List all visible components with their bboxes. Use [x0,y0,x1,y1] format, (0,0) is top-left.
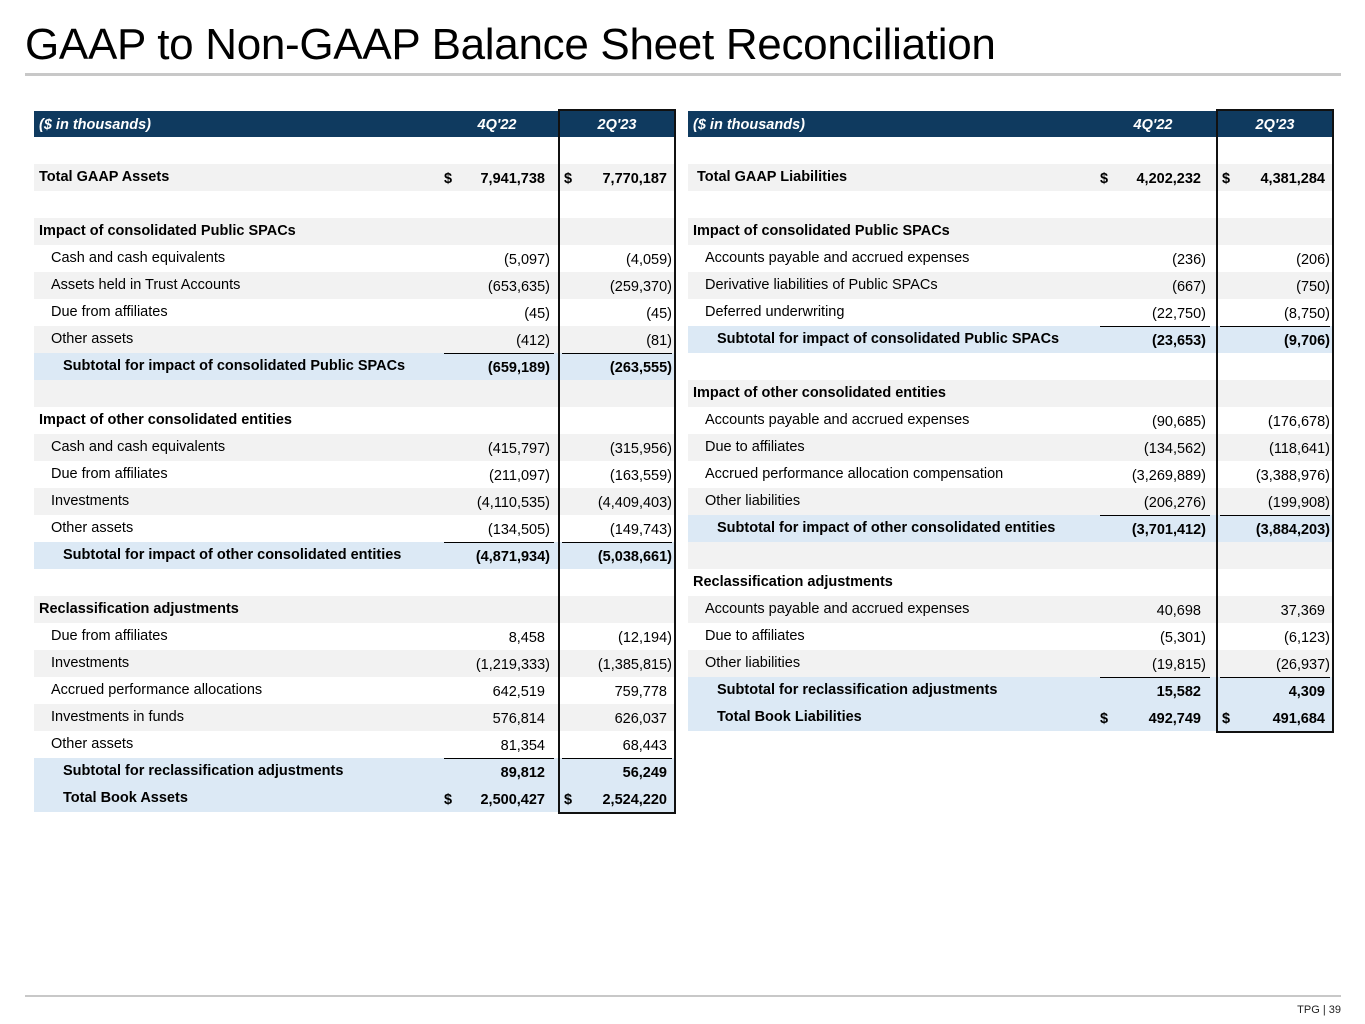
value-2q23: (163,559) [609,468,672,484]
value-2q23: (199,908) [1267,495,1330,511]
assets-subtotal-row [34,353,674,380]
value-2q23: 2,524,220 [602,792,667,808]
currency-symbol: $ [444,171,453,187]
title-divider [25,73,1341,76]
liabilities-spacer-row [688,542,1332,569]
value-4q22: (19,815) [1151,657,1206,673]
value-2q23: (45) [646,306,672,322]
assets-item-row [34,704,674,731]
column-header-4q22: 4Q'22 [1133,117,1173,133]
sum-underline [562,542,672,543]
value-2q23: (149,743) [609,522,672,538]
assets-item-row [34,326,674,353]
section-heading-label: Impact of other consolidated entities [693,385,946,401]
liabilities-item-row [688,650,1332,677]
row-label: Accounts payable and accrued expenses [705,250,970,266]
row-label: Other liabilities [705,655,801,671]
value-4q22: 15,582 [1156,684,1201,700]
value-2q23: (9,706) [1284,333,1330,349]
value-4q22: 576,814 [492,711,545,727]
row-label: Subtotal for impact of consolidated Public SPACs [63,358,406,374]
value-4q22: (206,276) [1143,495,1206,511]
liabilities-section-heading [688,380,1332,407]
row-label: Due from affiliates [51,628,168,644]
value-2q23: 759,778 [614,684,667,700]
value-4q22: (4,110,535) [476,495,550,511]
sum-underline [444,542,554,543]
value-2q23: (176,678) [1267,414,1330,430]
value-2q23: (81) [646,333,672,349]
sum-underline [444,758,554,759]
assets-item-row [34,461,674,488]
row-label: Subtotal for reclassification adjustments [63,763,344,779]
value-4q22: (415,797) [487,441,550,457]
column-header-4q22: 4Q'22 [477,117,517,133]
value-4q22: (45) [524,306,550,322]
row-label: Cash and cash equivalents [51,439,226,455]
liabilities-item-row [688,488,1332,515]
row-label: Deferred underwriting [705,304,845,320]
units-label: ($ in thousands) [39,117,151,133]
value-4q22: (22,750) [1151,306,1206,322]
liabilities-subtotal-row [688,704,1332,731]
assets-section-heading [34,596,674,623]
liabilities-section-heading [688,569,1332,596]
row-label: Due from affiliates [51,304,168,320]
value-4q22: (5,301) [1160,630,1206,646]
liabilities-reconciliation-table [688,111,1332,731]
assets-item-row [34,434,674,461]
sum-underline [444,353,554,354]
row-label: Accrued performance allocations [51,682,263,698]
currency-symbol: $ [564,792,573,808]
row-label: Accrued performance allocation compensation [705,466,1004,482]
sum-underline [1220,515,1330,516]
liabilities-spacer-row [688,353,1332,380]
value-2q23: (3,884,203) [1255,522,1330,538]
sum-underline [1100,515,1210,516]
liabilities-item-row [688,245,1332,272]
row-label: Other assets [51,736,134,752]
value-2q23: 56,249 [622,765,667,781]
value-4q22: 4,202,232 [1136,171,1201,187]
value-4q22: (3,701,412) [1131,522,1206,538]
value-2q23: (6,123) [1284,630,1330,646]
assets-item-row [34,488,674,515]
units-label: ($ in thousands) [693,117,805,133]
row-label: Subtotal for reclassification adjustments [717,682,998,698]
value-2q23: 4,381,284 [1260,171,1325,187]
row-label: Other assets [51,331,134,347]
value-4q22: (134,505) [487,522,550,538]
assets-subtotal-row [34,542,674,569]
assets-spacer-row [34,380,674,407]
liabilities-item-row [688,272,1332,299]
value-2q23: (259,370) [609,279,672,295]
assets-section-heading [34,407,674,434]
value-2q23: (3,388,976) [1255,468,1330,484]
value-4q22: (23,653) [1151,333,1206,349]
section-heading-label: Reclassification adjustments [39,601,239,617]
value-4q22: 2,500,427 [480,792,545,808]
assets-item-row [34,515,674,542]
value-4q22: (653,635) [487,279,550,295]
value-2q23: (206) [1296,252,1330,268]
assets-reconciliation-table [34,111,674,812]
assets-total-row [34,164,674,191]
assets-spacer-row [34,569,674,596]
value-2q23: (118,641) [1269,441,1330,457]
value-2q23: (263,555) [609,360,672,376]
assets-spacer-row [34,191,674,218]
currency-symbol: $ [1222,711,1231,727]
value-2q23: 68,443 [622,738,667,754]
value-4q22: 40,698 [1156,603,1201,619]
value-4q22: 81,354 [500,738,545,754]
value-2q23: (315,956) [609,441,672,457]
liabilities-section-heading [688,218,1332,245]
currency-symbol: $ [564,171,573,187]
assets-subtotal-row [34,785,674,812]
row-label: Subtotal for impact of consolidated Public SPACs [717,331,1060,347]
value-2q23: (5,038,661) [597,549,672,565]
liabilities-header-row [688,111,1332,137]
row-label: Total GAAP Liabilities [697,169,848,185]
value-4q22: (1,219,333) [475,657,550,673]
value-4q22: (3,269,889) [1131,468,1206,484]
sum-underline [1100,677,1210,678]
column-header-2q23: 2Q'23 [597,117,637,133]
value-2q23: (26,937) [1275,657,1330,673]
row-label: Accounts payable and accrued expenses [705,601,970,617]
liabilities-item-row [688,299,1332,326]
value-4q22: 642,519 [492,684,545,700]
value-4q22: 492,749 [1148,711,1201,727]
row-label: Investments in funds [51,709,184,725]
liabilities-spacer-row [688,191,1332,218]
sum-underline [1220,326,1330,327]
value-4q22: (236) [1172,252,1206,268]
row-label: Investments [51,655,130,671]
liabilities-subtotal-row [688,515,1332,542]
value-2q23: (4,059) [626,252,672,268]
currency-symbol: $ [444,792,453,808]
value-2q23: 37,369 [1280,603,1325,619]
currency-symbol: $ [1100,171,1109,187]
value-4q22: (211,097) [489,468,550,484]
value-2q23: (8,750) [1284,306,1330,322]
page-title: GAAP to Non-GAAP Balance Sheet Reconciliation [25,20,996,69]
assets-item-row [34,272,674,299]
value-2q23: 626,037 [614,711,667,727]
value-4q22: 7,941,738 [480,171,545,187]
assets-item-row [34,245,674,272]
liabilities-subtotal-row [688,326,1332,353]
value-2q23: (12,194) [617,630,672,646]
row-label: Assets held in Trust Accounts [51,277,241,293]
footer-divider [25,995,1341,997]
value-4q22: 89,812 [500,765,545,781]
row-label: Investments [51,493,130,509]
assets-item-row [34,731,674,758]
sum-underline [1220,677,1330,678]
value-4q22: (134,562) [1143,441,1206,457]
value-4q22: (5,097) [504,252,550,268]
row-label: Cash and cash equivalents [51,250,226,266]
currency-symbol: $ [1222,171,1231,187]
row-label: Other liabilities [705,493,801,509]
sum-underline [562,353,672,354]
liabilities-item-row [688,596,1332,623]
assets-section-heading [34,218,674,245]
assets-item-row [34,650,674,677]
row-label: Total GAAP Assets [39,169,170,185]
value-4q22: (4,871,934) [475,549,550,565]
row-label: Total Book Liabilities [717,709,862,725]
value-2q23: (4,409,403) [597,495,672,511]
row-label: Subtotal for impact of other consolidated entities [717,520,1056,536]
footer-page-number: TPG | 39 [1297,1004,1341,1016]
liabilities-item-row [688,407,1332,434]
value-4q22: (90,685) [1151,414,1206,430]
row-label: Subtotal for impact of other consolidated entities [63,547,402,563]
row-label: Other assets [51,520,134,536]
value-2q23: (1,385,815) [597,657,672,673]
assets-spacer-row [34,137,674,164]
row-label: Due to affiliates [705,628,805,644]
liabilities-subtotal-row [688,677,1332,704]
row-label: Due to affiliates [705,439,805,455]
liabilities-item-row [688,623,1332,650]
liabilities-item-row [688,461,1332,488]
liabilities-spacer-row [688,137,1332,164]
column-header-2q23: 2Q'23 [1255,117,1295,133]
row-label: Derivative liabilities of Public SPACs [705,277,938,293]
section-heading-label: Impact of consolidated Public SPACs [693,223,950,239]
assets-header-row [34,111,674,137]
section-heading-label: Reclassification adjustments [693,574,893,590]
value-4q22: (659,189) [487,360,550,376]
assets-subtotal-row [34,758,674,785]
assets-item-row [34,299,674,326]
value-2q23: 491,684 [1272,711,1325,727]
currency-symbol: $ [1100,711,1109,727]
assets-item-row [34,623,674,650]
value-2q23: 4,309 [1288,684,1325,700]
sum-underline [1100,326,1210,327]
row-label: Accounts payable and accrued expenses [705,412,970,428]
value-2q23: 7,770,187 [602,171,667,187]
section-heading-label: Impact of other consolidated entities [39,412,292,428]
section-heading-label: Impact of consolidated Public SPACs [39,223,296,239]
liabilities-item-row [688,434,1332,461]
value-2q23: (750) [1296,279,1330,295]
sum-underline [562,758,672,759]
value-4q22: (667) [1172,279,1206,295]
row-label: Total Book Assets [63,790,188,806]
liabilities-total-row [688,164,1332,191]
assets-item-row [34,677,674,704]
value-4q22: (412) [516,333,550,349]
row-label: Due from affiliates [51,466,168,482]
value-4q22: 8,458 [508,630,545,646]
